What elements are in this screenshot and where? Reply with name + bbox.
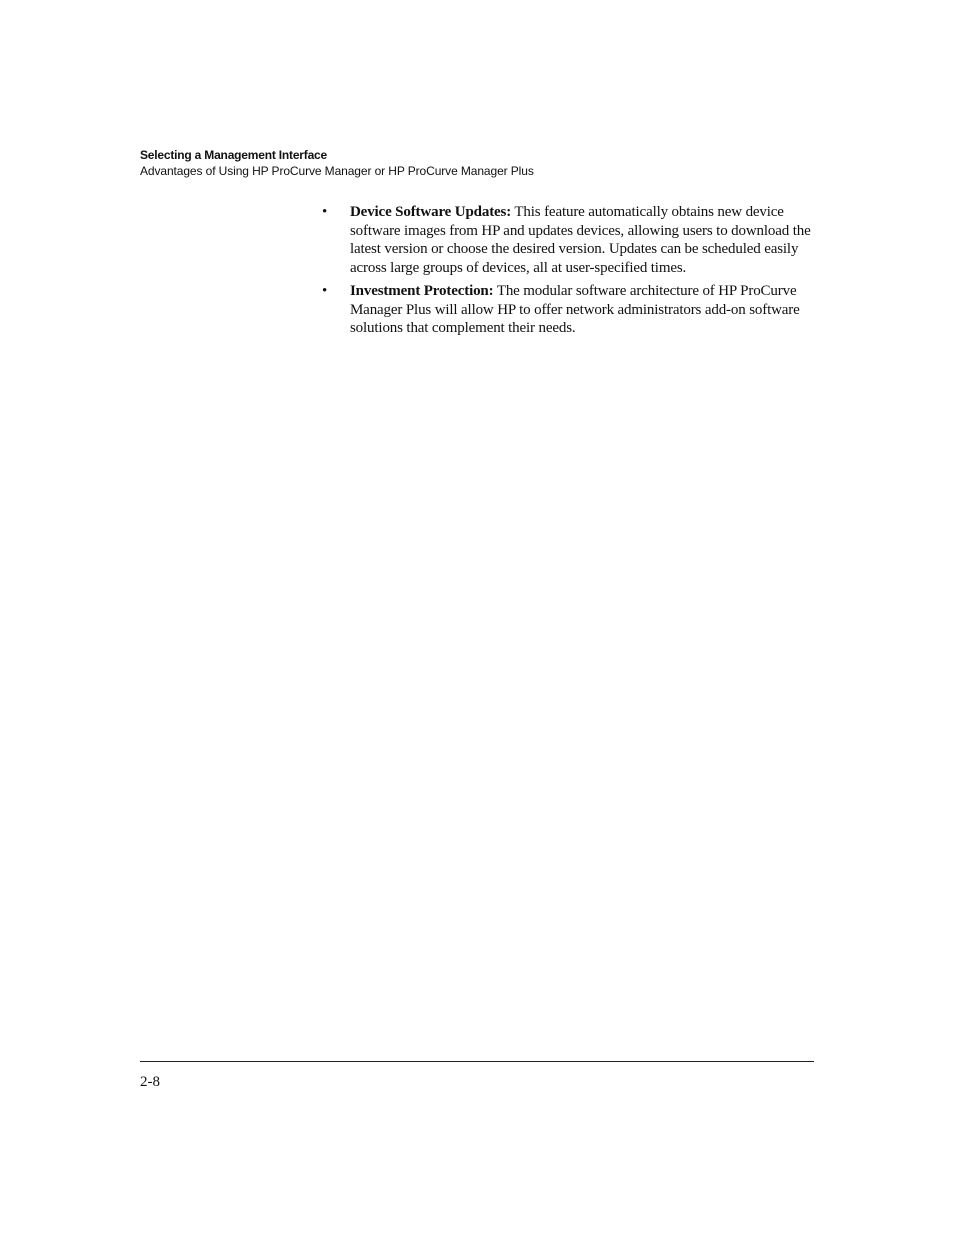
running-header — [140, 147, 820, 179]
page-number: 2-8 — [140, 1074, 160, 1090]
bullet-list — [322, 203, 814, 343]
bullet-term: Device Software Updates: — [350, 204, 512, 220]
bullet-text: The modular software architecture of HP ProCurve Manager Plus will allow HP to offer network administrators add-on software solutions that complement their needs. — [350, 283, 800, 336]
bullet-item-device-software-updates — [322, 203, 814, 277]
footer-divider — [140, 1061, 814, 1062]
bullet-marker: • — [322, 204, 328, 220]
bullet-marker: • — [322, 283, 328, 299]
bullet-item-investment-protection — [322, 282, 814, 338]
section-title: Advantages of Using HP ProCurve Manager or HP ProCurve Manager Plus — [140, 164, 534, 178]
chapter-title: Selecting a Management Interface — [140, 148, 327, 162]
bullet-term: Investment Protection: — [350, 283, 494, 299]
bullet-text: This feature automatically obtains new device software images from HP and updates devices, allowing users to download the latest version or choose the desired version. Updates can be scheduled easily across large groups of devices, all at user-specified times. — [350, 204, 811, 276]
